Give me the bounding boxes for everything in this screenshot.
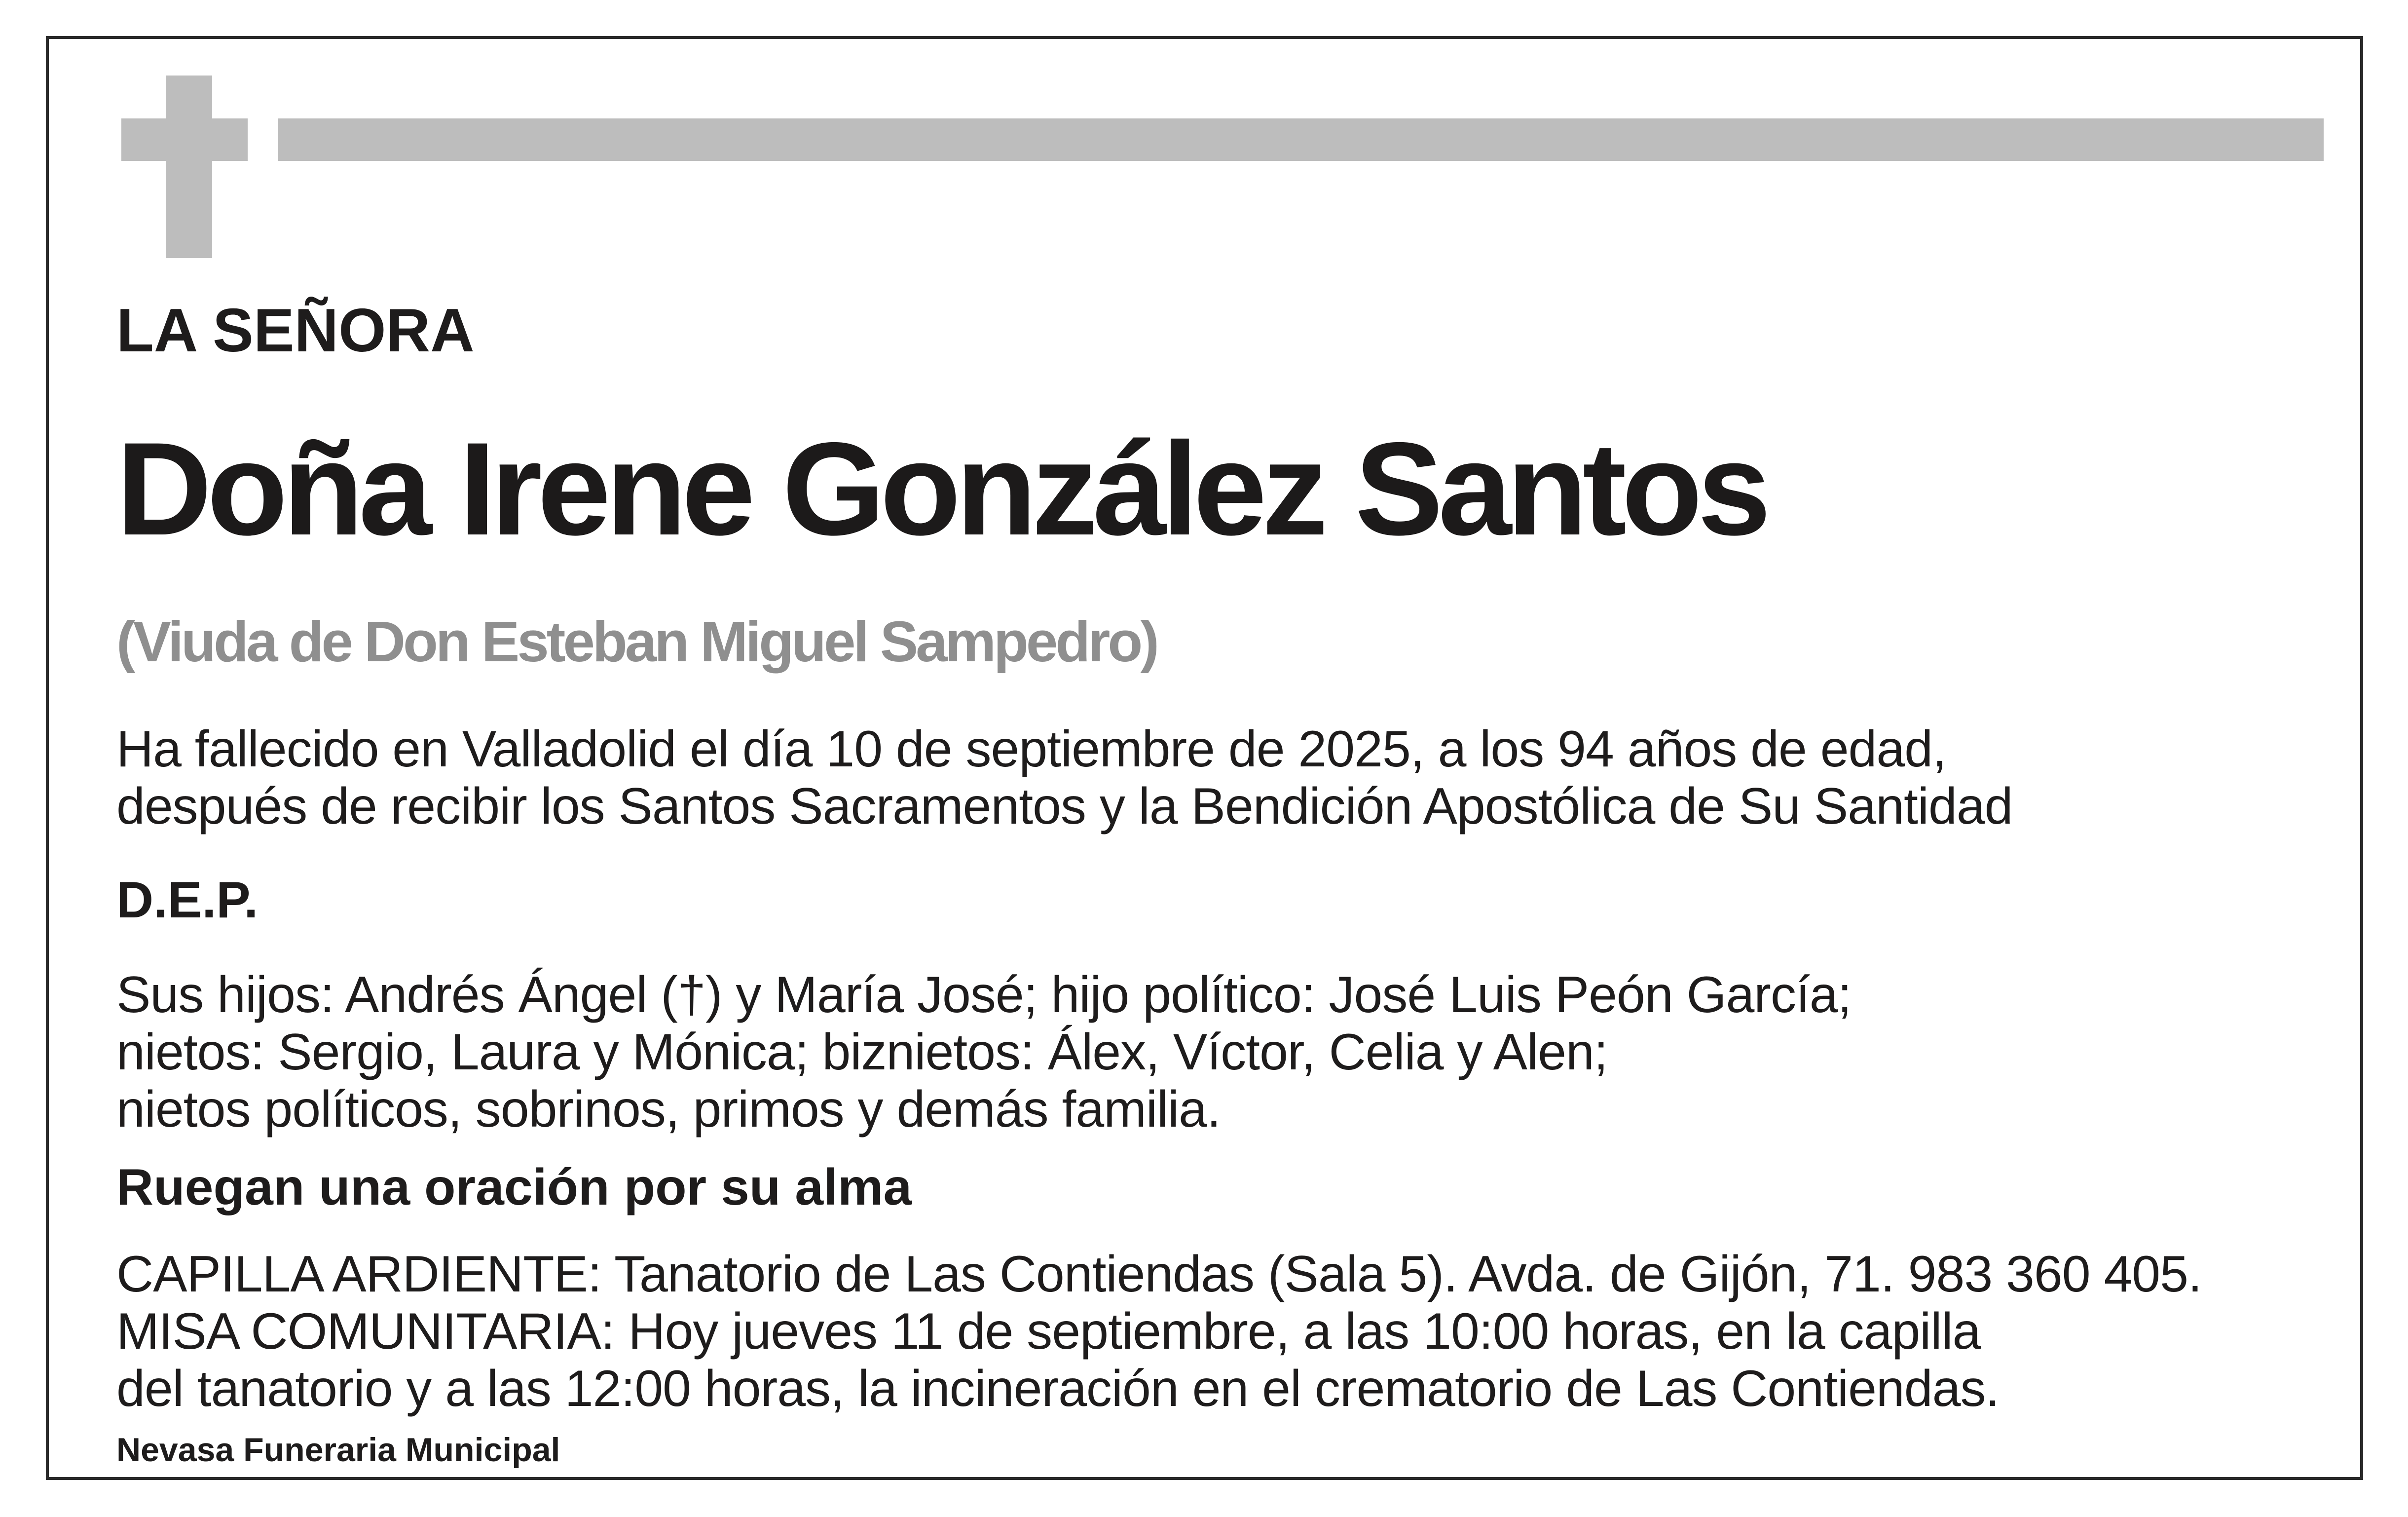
cross-icon-arm [121, 118, 248, 161]
prayer-request: Ruegan una oración por su alma [116, 1159, 912, 1216]
cross-icon [166, 76, 212, 258]
death-paragraph [116, 721, 2013, 835]
widow-line: (Viuda de Don Esteban Miguel Sampedro) [116, 609, 1157, 674]
funeral-home: Nevasa Funeraria Municipal [116, 1431, 560, 1469]
family-line: Sus hijos: Andrés Ángel (†) y María José; hijo político: José Luis Peón García; [116, 966, 1852, 1024]
chapel-paragraph [116, 1246, 2202, 1417]
dep-label: D.E.P. [116, 872, 259, 929]
family-paragraph [116, 966, 1852, 1138]
death-line: después de recibir los Santos Sacramentos y la Bendición Apostólica de Su Santidad [116, 778, 2013, 835]
family-line: nietos: Sergio, Laura y Mónica; biznietos: Álex, Víctor, Celia y Alen; [116, 1024, 1608, 1081]
family-line: nietos políticos, sobrinos, primos y demás familia. [116, 1081, 1221, 1138]
notice-title: LA SEÑORA [116, 297, 475, 365]
chapel-line: CAPILLA ARDIENTE: Tanatorio de Las Contiendas (Sala 5). Avda. de Gijón, 71. 983 360 405. [116, 1246, 2202, 1303]
deceased-name: Doña Irene González Santos [116, 415, 1766, 563]
chapel-line: del tanatorio y a las 12:00 horas, la incineración en el crematorio de Las Contiendas. [116, 1360, 2000, 1417]
header-rule [278, 118, 2324, 161]
chapel-line: MISA COMUNITARIA: Hoy jueves 11 de septiembre, a las 10:00 horas, en la capilla [116, 1303, 1981, 1360]
death-line: Ha fallecido en Valladolid el día 10 de septiembre de 2025, a los 94 años de edad, [116, 721, 1946, 778]
